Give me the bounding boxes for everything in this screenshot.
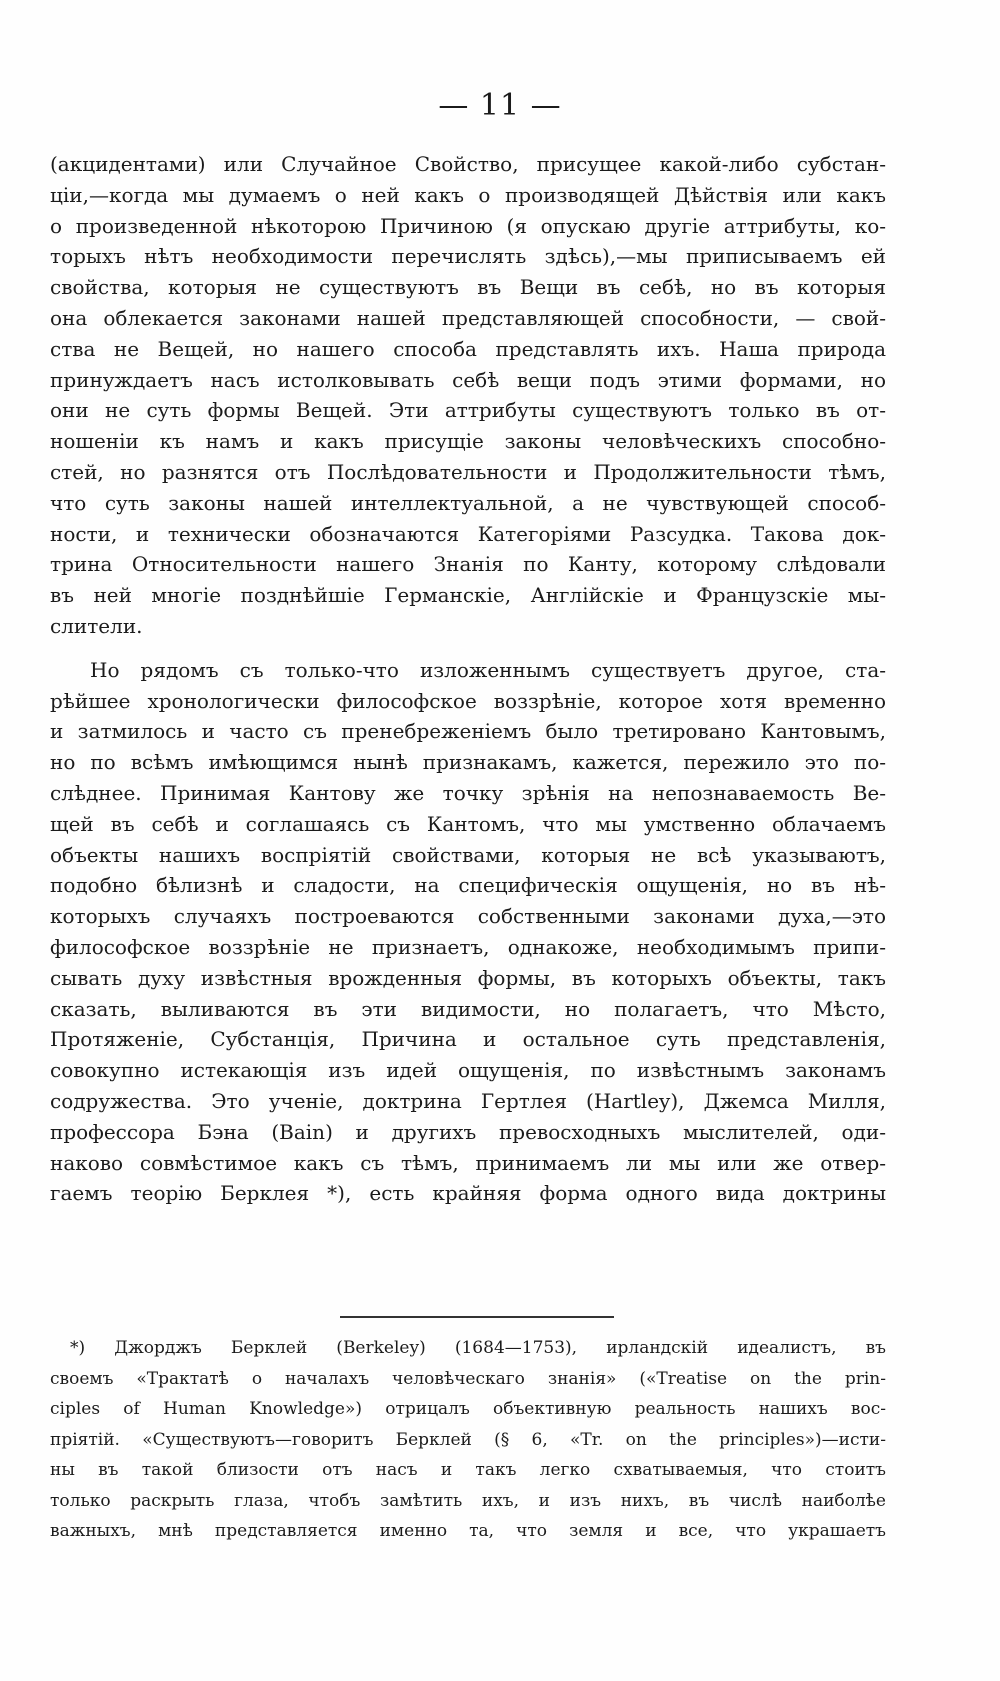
paragraph-1	[50, 149, 886, 642]
footnote-separator	[340, 1316, 614, 1318]
text-line: слители.	[50, 613, 143, 638]
text-line: но по всѣмъ имѣющимся нынѣ признакамъ, кажется, пережило это по-	[50, 750, 886, 775]
footnote-line: только раскрыть глаза, чтобъ замѣтить ихъ, и изъ нихъ, въ числѣ наиболѣе	[50, 1490, 886, 1511]
text-line: она облекается законами нашей представляющей способности, — свой-	[50, 305, 886, 330]
text-line: ности, и технически обозначаются Категоріями Разсудка. Такова док-	[50, 521, 886, 546]
text-line: стей, но разнятся отъ Послѣдовательности и Продолжительности тѣмъ,	[50, 459, 886, 484]
footnote-line: ны въ такой близости отъ насъ и такъ легко схватываемыя, что стоитъ	[50, 1460, 886, 1480]
text-line: (акцидентами) или Случайное Свойство, присущее какой-либо субстан-	[50, 152, 886, 176]
text-line: щей въ себѣ и соглашаясь съ Кантомъ, что мы умственно облачаемъ	[50, 811, 886, 836]
text-line: подобно бѣлизнѣ и сладости, на специфическія ощущенія, но въ нѣ-	[50, 873, 886, 898]
paragraph-gap	[50, 642, 886, 655]
page-number: — 11 —	[438, 88, 562, 123]
text-line: ціи,—когда мы думаемъ о ней какъ о производящей Дѣйствія или какъ	[50, 182, 886, 207]
text-line: содружества. Это ученіе, доктрина Гертлея (Hartley), Джемса Милля,	[50, 1088, 886, 1113]
footnote-line: своемъ «Трактатѣ о началахъ человѣческаго знанія» («Treatise on the prin-	[50, 1368, 886, 1389]
text-line: ношеніи къ намъ и какъ присущіе законы человѣческихъ способно-	[50, 429, 886, 454]
text-line: трина Относительности нашего Знанія по Канту, которому слѣдовали	[50, 552, 886, 577]
text-line: принуждаетъ насъ истолковывать себѣ вещи подъ этими формами, но	[50, 367, 886, 392]
footnote-line: *) Джорджъ Берклей (Berkeley) (1684—1753), ирландскій идеалистъ, въ	[70, 1338, 886, 1358]
text-line: совокупно истекающія изъ идей ощущенія, по извѣстнымъ законамъ	[50, 1058, 886, 1083]
text-line: что суть законы нашей интеллектуальной, а не чувствующей способ-	[50, 490, 886, 515]
text-line: наково совмѣстимое какъ съ тѣмъ, принимаемъ ли мы или же отвер-	[50, 1150, 886, 1175]
footnote-line: ciples of Human Knowledge») отрицалъ объективную реальность нашихъ вос-	[50, 1399, 886, 1419]
main-text	[50, 149, 886, 1209]
paragraph-2	[50, 655, 886, 1209]
text-line: сывать духу извѣстныя врожденныя формы, въ которыхъ объекты, такъ	[50, 965, 886, 990]
text-line: рѣйшее хронологически философское воззрѣніе, которое хотя временно	[50, 688, 886, 713]
text-line: торыхъ нѣтъ необходимости перечислять здѣсь),—мы приписываемъ ей	[50, 244, 886, 269]
text-line: слѣднее. Принимая Кантову же точку зрѣнія на непознаваемость Ве-	[50, 780, 886, 805]
text-line: Протяженіе, Субстанція, Причина и остальное суть представленія,	[50, 1027, 886, 1052]
footnote-line: пріятій. «Существуютъ—говоритъ Берклей (§ 6, «Tr. on the principles»)—исти-	[50, 1429, 886, 1450]
text-line: ства не Вещей, но нашего способа представлять ихъ. Наша природа	[50, 336, 886, 361]
text-line: объекты нашихъ воспріятій свойствами, которыя не всѣ указываютъ,	[50, 842, 886, 867]
text-line: они не суть формы Вещей. Эти аттрибуты существуютъ только въ от-	[50, 398, 886, 423]
text-line: гаемъ теорію Берклея *), есть крайняя форма одного вида доктрины	[50, 1181, 886, 1206]
text-line: которыхъ случаяхъ построеваются собственными законами духа,—это	[50, 904, 886, 929]
text-line: свойства, которыя не существуютъ въ Вещи въ себѣ, но въ которыя	[50, 275, 886, 300]
text-line: философское воззрѣніе не признаетъ, однакоже, необходимымъ припи-	[50, 934, 886, 959]
footnote	[50, 1333, 886, 1547]
text-line: Но рядомъ съ только-что изложеннымъ существуетъ другое, ста-	[90, 657, 886, 682]
text-line: профессора Бэна (Bain) и другихъ превосходныхъ мыслителей, оди-	[50, 1119, 886, 1144]
footnote-line: важныхъ, мнѣ представляется именно та, что земля и все, что украшаетъ	[50, 1521, 886, 1541]
text-line: сказать, выливаются въ эти видимости, но полагаетъ, что Мѣсто,	[50, 996, 886, 1021]
text-line: о произведенной нѣкоторою Причиною (я опускаю другіе аттрибуты, ко-	[50, 213, 886, 238]
text-line: и затмилось и часто съ пренебреженіемъ было третировано Кантовымъ,	[50, 719, 886, 744]
text-line: въ ней многіе позднѣйшіе Германскіе, Англійскіе и Французскіе мы-	[50, 583, 886, 608]
